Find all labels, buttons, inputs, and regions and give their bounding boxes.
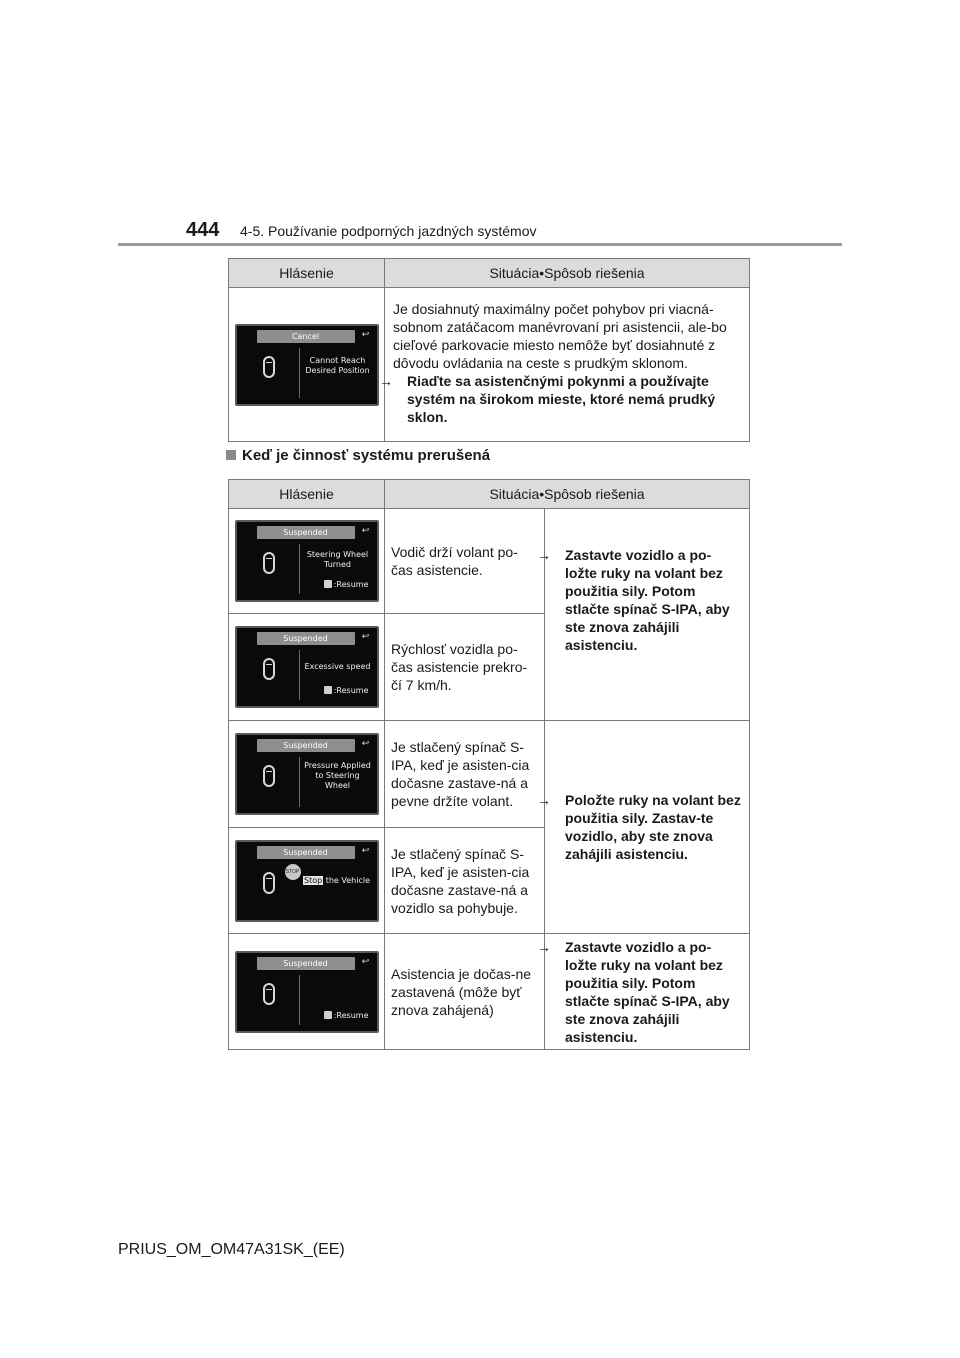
screen-resume: :Resume xyxy=(324,682,369,700)
section-title: 4-5. Používanie podporných jazdných systémov xyxy=(240,223,537,239)
screen-status-bar: Suspended xyxy=(257,526,355,539)
car-icon xyxy=(263,658,275,680)
message-cell xyxy=(229,509,385,614)
situation-cell: Rýchlosť vozidla po-čas asistencie prekro-čí 7 km/h. xyxy=(385,614,545,721)
table-row xyxy=(229,509,750,614)
footer-doc-code: PRIUS_OM_OM47A31SK_(EE) xyxy=(118,1241,345,1258)
situation-text: Je dosiahnutý maximálny počet pohybov pri viacná-sobnom zatáčacom manévrovaní pri asistencii, ale-bo cieľové parkovacie miesto nemôže byť dosiahnuté z dôvodu ovládania na ceste s prudkým sklonom. xyxy=(393,300,727,371)
action-label: Zastavte vozidlo a po-ložte ruky na volant bez použitia sily. Potom stlačte spínač S-IPA, aby ste znova zahájili asistenciu. xyxy=(565,938,730,1045)
header-rule xyxy=(118,243,842,246)
screen-divider xyxy=(299,757,300,807)
column-header-message: Hlásenie xyxy=(229,480,385,509)
action-text xyxy=(537,791,743,863)
message-cell xyxy=(229,828,385,934)
car-icon xyxy=(263,983,275,1005)
action-label: Zastavte vozidlo a po-ložte ruky na volant bez použitia sily. Potom stlačte spínač S-IPA, aby ste znova zahájili asistenciu. xyxy=(565,546,730,653)
table-header-row xyxy=(229,259,750,288)
table-row xyxy=(229,288,750,442)
screen-divider xyxy=(299,650,300,700)
display-screen xyxy=(235,520,379,602)
action-label: Položte ruky na volant bez použitia sily. Zastav-te vozidlo, aby ste znova zahájili asistenciu. xyxy=(565,792,741,862)
action-text xyxy=(379,372,741,426)
car-icon xyxy=(263,552,275,574)
screen-status-bar: Suspended xyxy=(257,739,355,752)
message-cell xyxy=(229,288,385,442)
action-cell xyxy=(537,934,750,1050)
situation-cell: Je stlačený spínač S-IPA, keď je asisten-cia dočasne zastave-ná a vozidlo sa pohybuje. xyxy=(385,828,545,934)
action-text xyxy=(537,546,743,654)
back-icon: ↩ xyxy=(361,525,370,535)
screen-message xyxy=(301,876,373,886)
car-icon xyxy=(263,765,275,787)
car-icon xyxy=(263,872,275,894)
action-cell xyxy=(537,509,750,721)
screen-message: Excessive speed xyxy=(304,662,371,671)
screen-resume: :Resume xyxy=(324,576,369,594)
back-icon: ↩ xyxy=(361,844,370,855)
message-cell xyxy=(229,721,385,828)
page-number: 444 xyxy=(186,219,220,241)
screen-message-text: the Vehicle xyxy=(325,875,370,885)
message-cell xyxy=(229,934,385,1050)
table-row xyxy=(229,934,750,1050)
screen-message: Steering Wheel Turned xyxy=(306,550,369,569)
table-header-row xyxy=(229,480,750,509)
back-icon: ↩ xyxy=(361,738,370,748)
square-bullet-icon xyxy=(226,450,236,460)
display-screen xyxy=(235,840,379,922)
display-screen xyxy=(235,324,379,406)
situation-cell: Vodič drží volant po-čas asistencie. xyxy=(385,509,545,614)
column-header-situation: Situácia•Spôsob riešenia xyxy=(385,480,750,509)
column-header-situation: Situácia•Spôsob riešenia xyxy=(385,259,750,288)
action-text xyxy=(537,938,743,1046)
back-icon: ↩ xyxy=(361,955,370,966)
situation-cell: Je stlačený spínač S-IPA, keď je asisten-cia dočasne zastave-ná a pevne držíte volant. xyxy=(385,721,545,828)
message-table-1 xyxy=(228,258,750,442)
arrow-icon: → xyxy=(537,546,551,563)
screen-resume: :Resume xyxy=(324,1007,369,1025)
arrow-icon: → xyxy=(537,792,551,808)
screen-message: Cannot Reach Desired Position xyxy=(305,355,370,375)
screen-divider xyxy=(299,544,300,594)
message-cell xyxy=(229,614,385,721)
back-icon: ↩ xyxy=(361,328,370,339)
display-screen xyxy=(235,733,379,815)
stop-icon: STOP xyxy=(285,864,301,880)
arrow-icon: → xyxy=(537,938,551,955)
stop-word: Stop xyxy=(303,875,323,885)
screen-divider xyxy=(299,975,300,1025)
situation-cell: Asistencia je dočas-ne zastavená (môže byť znova zahájená) xyxy=(385,934,545,1050)
screen-status-bar: Suspended xyxy=(257,957,355,970)
action-label: Riaďte sa asistenčnými pokynmi a používajte systém na širokom mieste, ktoré nemá prudký sklon. xyxy=(407,372,716,425)
situation-cell xyxy=(379,288,750,442)
subheading xyxy=(226,447,490,464)
arrow-icon: → xyxy=(379,372,393,389)
column-header-message: Hlásenie xyxy=(229,259,385,288)
screen-status-bar: Suspended xyxy=(257,846,355,859)
action-cell xyxy=(537,721,750,934)
subheading-text: Keď je činnosť systému prerušená xyxy=(242,447,491,464)
message-table-2 xyxy=(228,479,750,1050)
display-screen xyxy=(235,626,379,708)
screen-message: Pressure Applied to Steering Wheel xyxy=(304,761,371,790)
table-row xyxy=(229,721,750,828)
screen-status-bar: Cancel xyxy=(257,330,355,343)
screen-divider xyxy=(299,348,300,398)
screen-status-bar: Suspended xyxy=(257,632,355,645)
display-screen xyxy=(235,951,379,1033)
car-icon xyxy=(263,356,275,378)
back-icon: ↩ xyxy=(361,631,370,641)
